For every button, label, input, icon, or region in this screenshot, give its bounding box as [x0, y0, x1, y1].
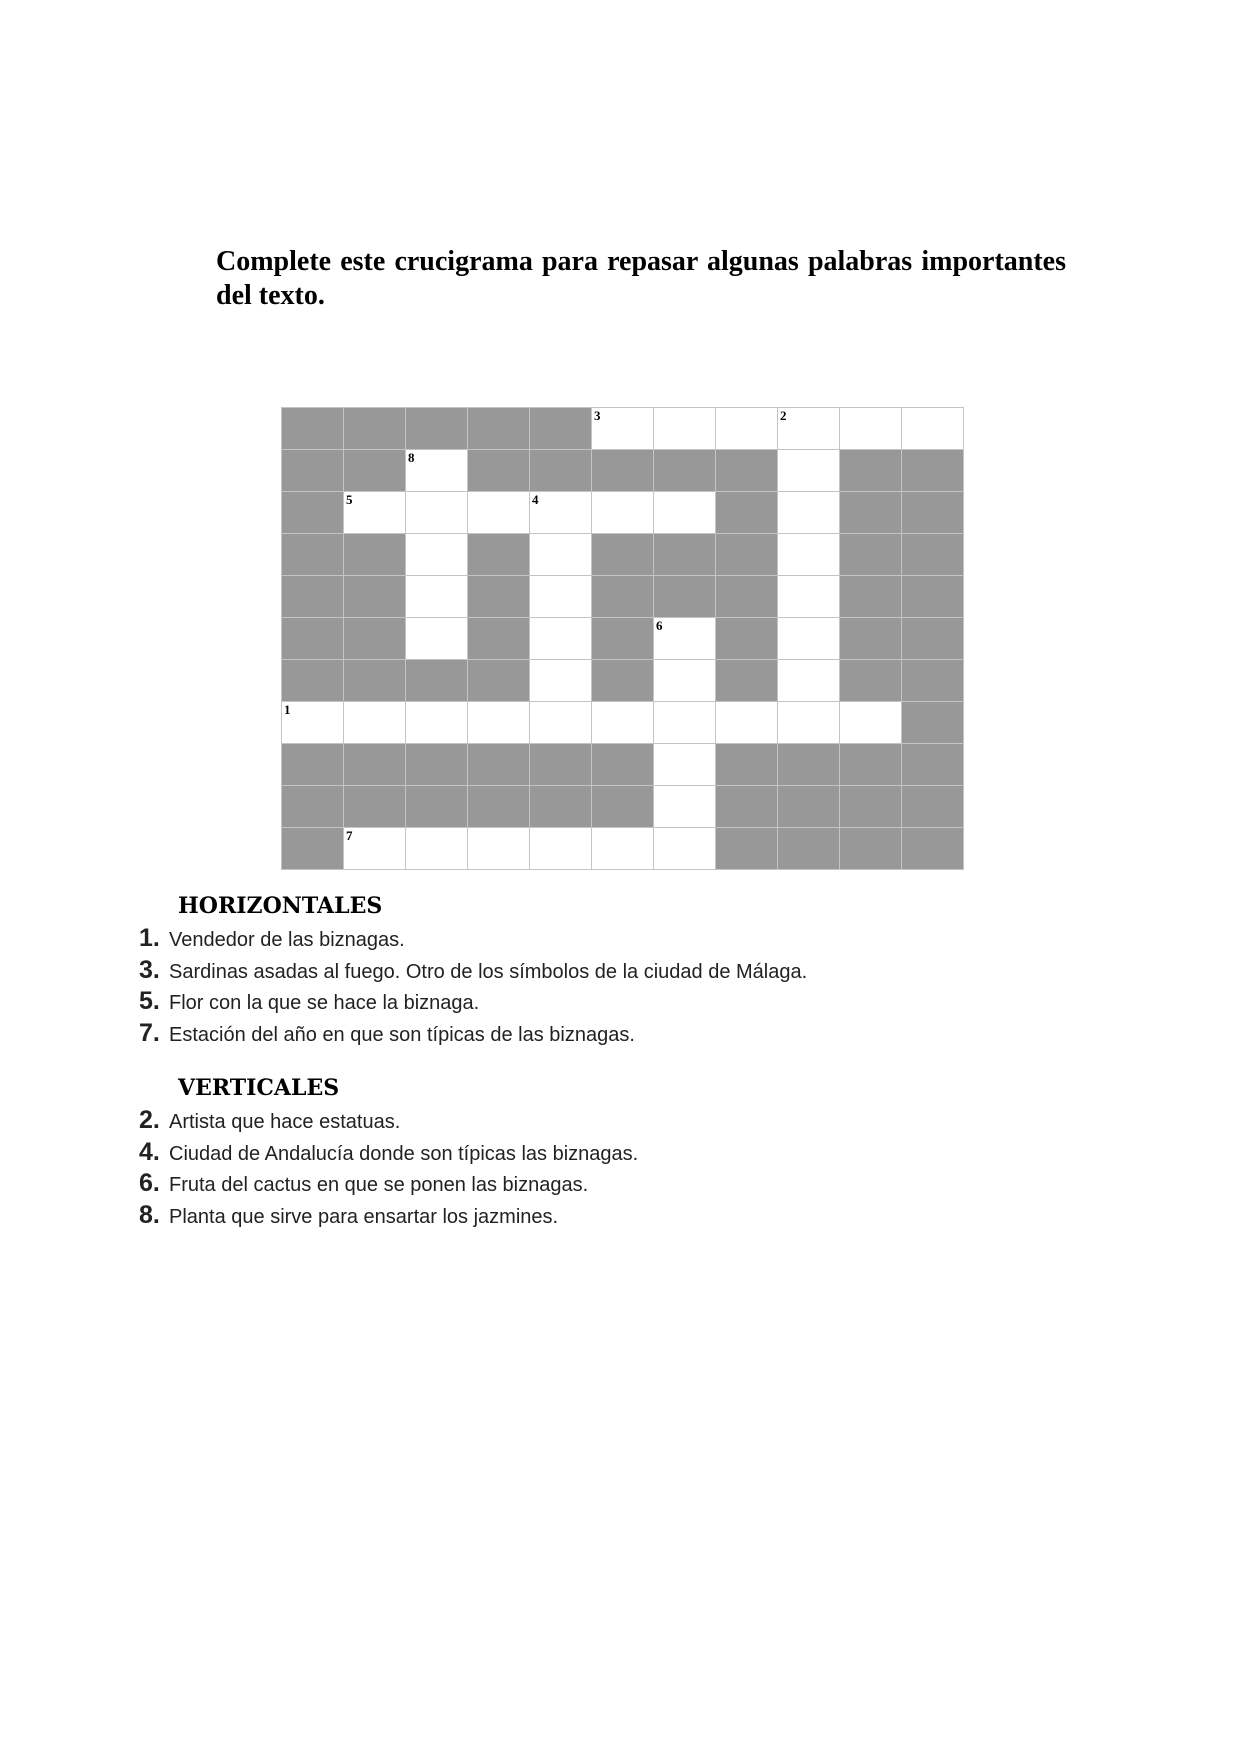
white-cell — [468, 492, 530, 534]
black-cell — [902, 828, 964, 870]
white-cell — [840, 408, 902, 450]
white-cell — [530, 492, 592, 534]
black-cell — [592, 744, 654, 786]
black-cell — [344, 618, 406, 660]
clue-text: Fruta del cactus en que se ponen las biznagas. — [169, 1174, 589, 1196]
black-cell — [716, 534, 778, 576]
black-cell — [468, 534, 530, 576]
black-cell — [840, 786, 902, 828]
black-cell — [840, 660, 902, 702]
black-cell — [902, 492, 964, 534]
verticales-title: VERTICALES — [178, 1075, 340, 1101]
clue-number-label: 8 — [408, 450, 415, 465]
white-cell — [530, 618, 592, 660]
white-cell — [778, 492, 840, 534]
black-cell — [840, 576, 902, 618]
clue-item — [139, 987, 807, 1019]
black-cell — [468, 576, 530, 618]
black-cell — [406, 786, 468, 828]
black-cell — [902, 660, 964, 702]
black-cell — [406, 408, 468, 450]
white-cell — [716, 702, 778, 744]
black-cell — [592, 618, 654, 660]
black-cell — [282, 408, 344, 450]
white-cell — [654, 828, 716, 870]
black-cell — [468, 450, 530, 492]
black-cell — [468, 744, 530, 786]
white-cell — [778, 534, 840, 576]
black-cell — [902, 450, 964, 492]
black-cell — [530, 744, 592, 786]
clue-number: 4. — [139, 1137, 160, 1166]
clue-number: 7. — [139, 1018, 160, 1047]
clue-number-label: 7 — [346, 828, 353, 843]
clue-text: Ciudad de Andalucía donde son típicas las biznagas. — [169, 1142, 639, 1165]
verticales-clue-list — [139, 1106, 638, 1232]
white-cell — [282, 702, 344, 744]
clue-item — [139, 1169, 638, 1201]
black-cell — [716, 660, 778, 702]
clue-item — [139, 1019, 807, 1051]
white-cell — [654, 786, 716, 828]
white-cell — [344, 492, 406, 534]
black-cell — [282, 786, 344, 828]
black-cell — [468, 660, 530, 702]
black-cell — [468, 618, 530, 660]
crossword-grid — [281, 407, 964, 870]
white-cell — [592, 702, 654, 744]
black-cell — [468, 786, 530, 828]
white-cell — [654, 408, 716, 450]
black-cell — [282, 534, 344, 576]
black-cell — [716, 492, 778, 534]
black-cell — [282, 618, 344, 660]
black-cell — [716, 786, 778, 828]
black-cell — [344, 786, 406, 828]
black-cell — [592, 576, 654, 618]
black-cell — [778, 744, 840, 786]
black-cell — [592, 786, 654, 828]
clue-number: 2. — [139, 1106, 160, 1134]
black-cell — [840, 450, 902, 492]
white-cell — [406, 492, 468, 534]
white-cell — [716, 408, 778, 450]
black-cell — [344, 450, 406, 492]
black-cell — [282, 660, 344, 702]
black-cell — [778, 786, 840, 828]
clue-number-label: 5 — [346, 492, 353, 507]
black-cell — [530, 786, 592, 828]
black-cell — [592, 450, 654, 492]
black-cell — [902, 744, 964, 786]
white-cell — [468, 702, 530, 744]
clue-item — [139, 1106, 638, 1138]
black-cell — [778, 828, 840, 870]
white-cell — [840, 702, 902, 744]
white-cell — [530, 702, 592, 744]
clue-number: 8. — [139, 1200, 160, 1229]
clue-number: 1. — [139, 924, 160, 952]
black-cell — [654, 576, 716, 618]
white-cell — [902, 408, 964, 450]
black-cell — [282, 450, 344, 492]
clue-number-label: 4 — [532, 492, 539, 507]
white-cell — [406, 828, 468, 870]
white-cell — [406, 618, 468, 660]
white-cell — [778, 408, 840, 450]
white-cell — [654, 618, 716, 660]
white-cell — [654, 660, 716, 702]
black-cell — [902, 534, 964, 576]
white-cell — [406, 702, 468, 744]
white-cell — [344, 828, 406, 870]
clue-item — [139, 924, 807, 956]
clue-number-label: 3 — [594, 408, 601, 423]
black-cell — [344, 534, 406, 576]
clue-item — [139, 1138, 638, 1170]
white-cell — [406, 534, 468, 576]
white-cell — [778, 450, 840, 492]
black-cell — [716, 576, 778, 618]
clue-text: Sardinas asadas al fuego. Otro de los símbolos de la ciudad de Málaga. — [169, 960, 808, 983]
white-cell — [778, 618, 840, 660]
black-cell — [592, 660, 654, 702]
black-cell — [530, 450, 592, 492]
black-cell — [716, 744, 778, 786]
black-cell — [902, 576, 964, 618]
white-cell — [344, 702, 406, 744]
clue-text: Flor con la que se hace la biznaga. — [169, 992, 480, 1014]
white-cell — [592, 828, 654, 870]
black-cell — [716, 450, 778, 492]
black-cell — [530, 408, 592, 450]
black-cell — [406, 744, 468, 786]
white-cell — [654, 492, 716, 534]
black-cell — [592, 534, 654, 576]
white-cell — [530, 576, 592, 618]
black-cell — [654, 450, 716, 492]
white-cell — [406, 450, 468, 492]
black-cell — [840, 492, 902, 534]
clue-text: Vendedor de las biznagas. — [169, 929, 405, 951]
black-cell — [840, 534, 902, 576]
black-cell — [282, 828, 344, 870]
black-cell — [344, 744, 406, 786]
black-cell — [840, 828, 902, 870]
white-cell — [592, 408, 654, 450]
black-cell — [344, 408, 406, 450]
horizontales-title: HORIZONTALES — [178, 893, 383, 919]
black-cell — [902, 786, 964, 828]
white-cell — [592, 492, 654, 534]
horizontales-clue-list — [139, 924, 807, 1050]
white-cell — [468, 828, 530, 870]
black-cell — [344, 660, 406, 702]
black-cell — [716, 828, 778, 870]
clue-number: 6. — [139, 1169, 160, 1197]
clue-number-label: 2 — [780, 408, 787, 423]
white-cell — [654, 744, 716, 786]
black-cell — [406, 660, 468, 702]
black-cell — [840, 618, 902, 660]
white-cell — [530, 534, 592, 576]
white-cell — [778, 576, 840, 618]
clue-number: 3. — [139, 955, 160, 984]
black-cell — [468, 408, 530, 450]
instructions-text: Complete este crucigrama para repasar algunas palabras importantes del texto. — [216, 246, 1066, 311]
black-cell — [716, 618, 778, 660]
black-cell — [344, 576, 406, 618]
white-cell — [406, 576, 468, 618]
black-cell — [902, 618, 964, 660]
clue-text: Artista que hace estatuas. — [169, 1111, 401, 1133]
white-cell — [530, 660, 592, 702]
black-cell — [840, 744, 902, 786]
clue-number-label: 1 — [284, 702, 291, 717]
clue-item — [139, 1201, 638, 1233]
white-cell — [778, 660, 840, 702]
white-cell — [654, 702, 716, 744]
clue-number-label: 6 — [656, 618, 663, 633]
white-cell — [530, 828, 592, 870]
clue-text: Estación del año en que son típicas de las biznagas. — [169, 1023, 635, 1046]
black-cell — [902, 702, 964, 744]
clue-text: Planta que sirve para ensartar los jazmines. — [169, 1205, 559, 1228]
white-cell — [778, 702, 840, 744]
clue-number: 5. — [139, 987, 160, 1015]
black-cell — [282, 744, 344, 786]
clue-item — [139, 956, 807, 988]
black-cell — [282, 576, 344, 618]
black-cell — [282, 492, 344, 534]
black-cell — [654, 534, 716, 576]
